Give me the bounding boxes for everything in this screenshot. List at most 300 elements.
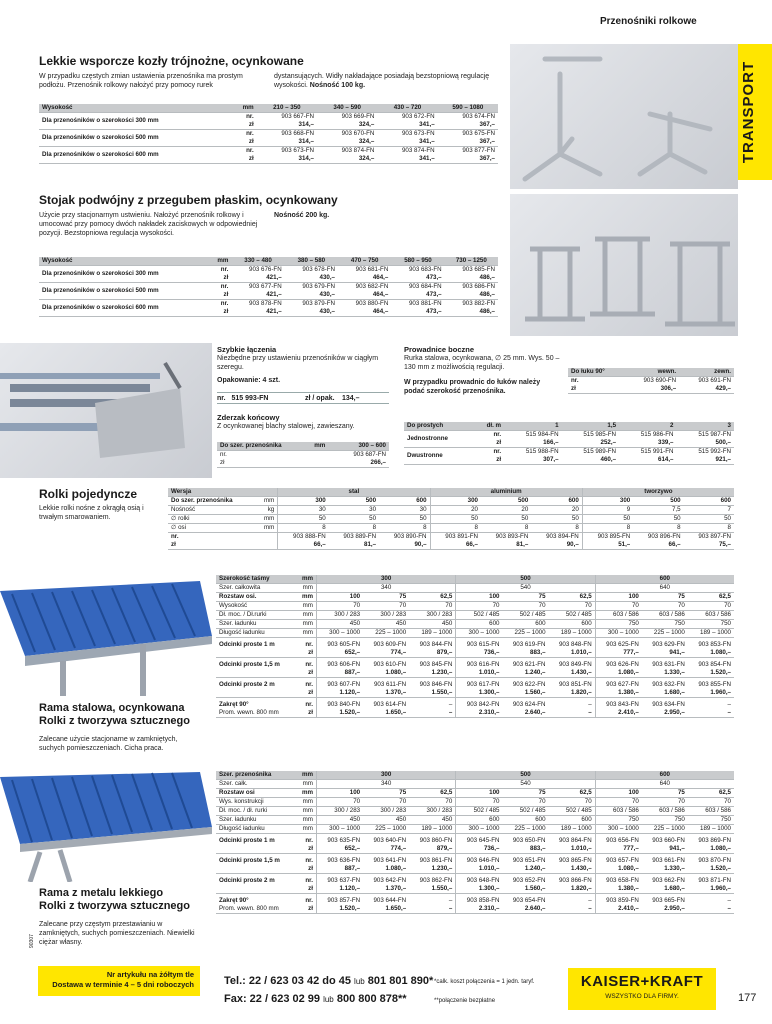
price: 1.430,– [549,865,596,874]
price: 1.080,– [595,865,642,874]
value: 603 / 586 [595,611,642,620]
row-label: Dla przenośników o szerokości 500 mm [39,283,208,300]
table-row [168,541,734,550]
value: 100 [456,789,503,798]
table-row [216,845,734,854]
group-header: 500 [456,575,595,584]
price: 341,– [377,138,437,147]
article-number: 903 893-FN [495,533,529,540]
footer-fax-note: **połączenie bezpłatne [434,998,496,1004]
price: 1.960,– [688,885,734,894]
article-number: – [448,701,453,708]
header-cell: 1,5 [562,422,619,431]
value: 70 [316,798,363,807]
s1-desc-left: W przypadku częstych zmian ustawienia przenośnika ma prostym podłożu. Przenośnik rolkowy nałożyć przy pomocy rurek [39,73,243,89]
row-label: Długość ładunku [216,629,296,638]
value: 300 – 1000 [456,629,503,638]
price: 1.080,– [363,865,409,874]
value: 70 [549,602,596,611]
article-number: – [727,701,731,708]
row-label: Odcinki proste 2 m [219,877,275,884]
article-number: 903 656-FN [595,834,642,846]
nr-label: nr. [220,283,229,290]
article-number: – [727,897,731,904]
article-number: 903 670-FN [341,130,375,137]
value: 189 – 1000 [549,825,596,834]
szybkie-title: Szybkie łączenia [217,345,277,354]
article-number: 903 865-FN [558,857,592,864]
price: 367,– [438,138,498,147]
price: – [549,709,596,718]
value: 70 [409,798,456,807]
price: 1.650,– [363,905,409,914]
value: 600 [684,497,734,506]
nr-label: nr. [305,701,313,708]
table-row [216,798,734,807]
zl-label: zł [296,649,317,658]
row-label: Dla przenośników o szerokości 300 mm [39,266,208,283]
article-number: 903 614-FN [373,701,407,708]
table-row [39,147,498,156]
row-label: Rozstaw osi. [216,593,296,602]
row-label: Dla przenośników o szerokości 600 mm [39,147,230,164]
price: 51,– [582,541,633,550]
footer-fax-a: Fax: 22 / 623 02 99 [224,993,321,1005]
article-number: 903 844-FN [419,641,453,648]
value: 50 [582,515,633,524]
unit: mm [256,515,278,524]
article-number: 903 678-FN [302,266,335,273]
price: 421,– [231,291,284,300]
row-label: Odcinki proste 1,5 m [219,661,280,668]
article-number: – [588,897,592,904]
article-number: 515 984-FN [525,431,559,438]
value: 300 – 1000 [595,825,642,834]
value: 750 [642,816,688,825]
article-number: 903 848-FN [558,641,592,648]
table-row [216,689,734,698]
article-number: 903 894-FN [546,533,579,540]
prowadnice-note: W przypadku prowadnic do łuków należy podać szerokość przenośnika. [404,379,541,395]
header-cell: Wersja [168,488,278,497]
price: 2.310,– [456,905,503,914]
article-number: 903 665-FN [652,897,685,904]
article-number: 903 648-FN [456,874,503,886]
price: 1.560,– [502,689,548,698]
header-cell: zewn. [679,368,734,377]
price: 90,– [531,541,582,550]
row-label: Szer. ładunku [216,816,296,825]
price: 879,– [409,845,456,854]
price: 1.520,– [688,865,734,874]
table-row [216,905,734,914]
s2-table [39,257,498,317]
article-number: 903 853-FN [698,641,731,648]
szybkie-nr-label: nr. [217,395,226,402]
zderzak-title: Zderzak końcowy [217,413,280,422]
price: 1.550,– [409,885,456,894]
article-number: 903 845-FN [419,661,453,668]
value: 70 [642,602,688,611]
value: 50 [430,515,481,524]
table-row [404,431,734,440]
group-header: 300 [316,575,455,584]
article-number: 903 840-FN [316,698,363,710]
row-label: Nośność [168,506,256,515]
table-row [216,620,734,629]
unit: mm [256,524,278,533]
price: 1.230,– [409,865,456,874]
price: 486,– [445,274,498,283]
unit: mm [296,584,317,593]
price: 324,– [317,121,377,130]
price: 421,– [231,308,284,317]
article-number: 903 605-FN [316,638,363,650]
value: 502 / 485 [456,611,503,620]
article-number: 903 855-FN [698,681,731,688]
price: 1.650,– [363,709,409,718]
value: 75 [363,593,409,602]
zl-label: zł [474,456,504,465]
value: 300 / 283 [409,611,456,620]
value: 600 [531,497,582,506]
value: 8 [278,524,329,533]
value: 70 [549,798,596,807]
unit: mm [296,771,317,780]
value: 540 [456,780,595,789]
side-code: 90307 [29,934,35,948]
header-cell: mm [208,257,231,266]
value: 300 / 283 [409,807,456,816]
price: – [409,709,456,718]
article-number: 903 888-FN [278,533,329,542]
price: 473,– [391,291,444,300]
price: 883,– [502,845,548,854]
price: 941,– [642,845,688,854]
price: 736,– [456,845,503,854]
value: 50 [278,515,329,524]
group-header: 600 [595,575,734,584]
price: 1.520,– [688,669,734,678]
connector-photo [0,343,212,478]
zl-label: zł [296,885,317,894]
article-number: 903 609-FN [373,641,407,648]
article-number: 903 690-FN [643,377,677,384]
article-number: 903 615-FN [456,638,503,650]
prowadnice-table [404,422,734,465]
article-number: 903 667-FN [281,113,314,120]
value: 62,5 [688,593,734,602]
table-row [216,825,734,834]
article-number: 903 629-FN [652,641,685,648]
table-header-row [568,368,734,377]
s1-desc-right [274,72,494,90]
s1-title: Lekkie wsporcze kozły trójnożne, ocynkowane [39,54,304,68]
nr-label: nr. [246,130,254,137]
value: 340 [316,780,455,789]
price: 1.960,– [688,689,734,698]
price: 66,– [430,541,481,550]
table-row [216,894,734,906]
value: 189 – 1000 [688,629,734,638]
value: 603 / 586 [642,611,688,620]
price: 81,– [329,541,379,550]
szybkie-desc: Niezbędne przy ustawieniu przenośników w ciągłym szeregu. [217,355,379,371]
footer-fax-b: 800 800 878** [336,993,407,1005]
row-label: Dla przenośników o szerokości 300 mm [39,113,230,130]
nr-label: nr. [220,300,229,307]
value: 8 [329,524,379,533]
value: 502 / 485 [502,611,548,620]
price: 2.950,– [642,905,688,914]
nr-label: nr. [305,837,313,844]
article-number: 903 669-FN [341,113,375,120]
value: 300 [278,497,329,506]
article-number: 903 891-FN [430,533,481,542]
value: 70 [595,798,642,807]
article-number: – [448,897,453,904]
article-number: 903 679-FN [302,283,335,290]
value: 600 [379,497,430,506]
nr-label: nr. [305,661,313,668]
price: 1.010,– [456,669,503,678]
header-cell: Szer. przenośnika [216,771,296,780]
price: 81,– [481,541,531,550]
price: 736,– [456,649,503,658]
value: 750 [595,620,642,629]
article-number: 903 661-FN [652,857,685,864]
zderzak-zl-label: zł [217,459,311,468]
value: 300 / 283 [363,807,409,816]
row-label: Zakręt 90° [219,701,249,708]
price: 324,– [317,155,377,164]
article-number: 903 861-FN [419,857,453,864]
value: 7,5 [633,506,683,515]
table-row [216,874,734,886]
header-cell: Szerokość taśmy [216,575,296,584]
nr-label: nr. [305,877,313,884]
group-header: 600 [595,771,734,780]
value: 502 / 485 [549,611,596,620]
article-number: 903 890-FN [393,533,427,540]
value: 603 / 586 [595,807,642,816]
row-sublabel [216,845,296,854]
price: 1.820,– [549,689,596,698]
price: 921,– [676,456,734,465]
value: 750 [595,816,642,825]
table-row [216,780,734,789]
zl-label: zł [208,308,231,317]
value: 450 [316,816,363,825]
article-number: 903 610-FN [373,661,407,668]
article-number: 903 685-FN [462,266,495,273]
price: 777,– [595,845,642,854]
row-label: ∅ osi [168,524,256,533]
nr-label: nr. [171,533,179,540]
unit: mm [256,497,278,506]
footer-tel-a: Tel.: 22 / 623 03 42 do 45 [224,975,351,987]
zl-label: zł [230,138,257,147]
header-cell: Wysokość [39,257,208,266]
price: 1.560,– [502,885,548,894]
rama2-title2: Rolki z tworzywa sztucznego [39,900,190,912]
value: 70 [688,798,734,807]
transport-tab [738,44,772,180]
price: 1.300,– [456,689,503,698]
zderzak-desc: Z ocynkowanej blachy stalowej, zawieszany. [217,423,355,430]
price: 1.430,– [549,669,596,678]
zderzak-head-val: 300 – 600 [335,442,389,451]
article-number: 903 607-FN [316,678,363,690]
header-cell: wewn. [624,368,679,377]
price: 324,– [317,138,377,147]
price: 314,– [257,138,317,147]
tripod-photo [510,44,738,189]
zl-label: zł [296,669,317,678]
article-number: 903 877-FN [462,147,495,154]
zl-label: zł [296,689,317,698]
value: 62,5 [549,593,596,602]
value: 603 / 586 [688,611,734,620]
value: 70 [502,798,548,807]
article-number: 903 889-FN [343,533,377,540]
row-label: Odcinki proste 1,5 m [219,857,280,864]
rama2-title [39,887,190,913]
value: 50 [684,515,734,524]
price: 2.410,– [595,709,642,718]
value: 750 [642,620,688,629]
footer-yellow-box [38,966,200,996]
price: 1.120,– [316,689,363,698]
value: 189 – 1000 [409,629,456,638]
table-row [216,602,734,611]
price: 314,– [257,155,317,164]
table-header-row [39,104,498,113]
unit: mm [296,798,317,807]
price: 777,– [595,649,642,658]
value: 189 – 1000 [688,825,734,834]
nr-label: nr. [220,266,229,273]
value: 100 [316,789,363,798]
zl-label: zł [296,905,317,914]
value: 75 [642,593,688,602]
article-number: 515 991-FN [640,448,674,455]
article-number: 903 673-FN [281,147,314,154]
header-cell: Do prostych [404,422,474,431]
value: 502 / 485 [549,807,596,816]
article-number: 903 646-FN [456,854,503,866]
article-number: 903 682-FN [355,283,389,290]
table-row [39,300,498,309]
value: 450 [409,620,456,629]
article-number: 903 897-FN [698,533,731,540]
rama2-desc: Zalecane przy częstym przestawianiu w zamkniętych, suchych pomieszczeniach. Niewielki ciężar własny. [39,921,195,946]
header-cell: 590 – 1080 [438,104,498,113]
nr-label: nr. [305,641,313,648]
price: 1.120,– [316,885,363,894]
row-sublabel: Prom. wewn. 800 mm [216,905,296,914]
value: 8 [582,524,633,533]
price: 1.240,– [502,865,548,874]
row-label: Dł. moc. / Dł.rurki [216,611,296,620]
price: 652,– [316,649,363,658]
header-cell: 470 – 750 [338,257,391,266]
table-row [39,266,498,275]
header-cell: 210 – 350 [257,104,317,113]
article-number: 903 676-FN [249,266,282,273]
price: 1.380,– [595,689,642,698]
rama2-title1: Rama z metalu lekkiego [39,887,164,899]
szybkie-price: 134,– [342,395,360,402]
header-cell: 2 [619,422,676,431]
value: 70 [688,602,734,611]
row-label: Szer. całkowita [216,584,296,593]
header-cell: 430 – 720 [377,104,437,113]
article-number: 903 652-FN [512,877,546,884]
price: 166,– [504,439,561,448]
unit: mm [296,575,317,584]
article-number: 903 860-FN [419,837,453,844]
row-label: Odcinki proste 1 m [219,837,275,844]
price: 887,– [316,669,363,678]
value: 600 [502,816,548,825]
table-row [168,524,734,533]
header-cell: Wysokość [39,104,230,113]
footer-tel-b: 801 801 890* [367,975,434,987]
nr-label: nr. [246,113,254,120]
article-number: 903 645-FN [456,834,503,846]
value: 500 [481,497,531,506]
price: 429,– [679,385,734,394]
price: 486,– [445,291,498,300]
article-number: 903 673-FN [401,130,435,137]
value: 7 [684,506,734,515]
value: 600 [549,816,596,825]
article-number: 903 632-FN [652,681,685,688]
value: 340 [316,584,455,593]
table-header-row [168,488,734,497]
price: 1.080,– [363,669,409,678]
value: 8 [633,524,683,533]
value: 540 [456,584,595,593]
zderzak-head-label: Do szer. przenośnika [217,442,311,451]
price: 75,– [684,541,734,550]
value: 100 [595,789,642,798]
table-row [216,854,734,866]
article-number: 903 657-FN [595,854,642,866]
rama1-table [216,575,734,718]
article-number: 903 650-FN [512,837,546,844]
s2-capacity: Nośność 200 kg. [274,212,330,219]
price: 941,– [642,649,688,658]
row-label: Długość ładunku [216,825,296,834]
szybkie-order-row [217,392,389,404]
article-number: 903 691-FN [698,377,731,384]
value: 640 [595,780,734,789]
table-row [216,885,734,894]
footer-fax-lub: lub [323,995,334,1004]
zl-label: zł [296,865,317,874]
article-number: 515 986-FN [640,431,674,438]
zl-label: zł [474,439,504,448]
value: 75 [502,789,548,798]
header-cell: 1 [504,422,561,431]
value: 600 [549,620,596,629]
value: 50 [531,515,582,524]
unit: kg [256,506,278,515]
row-label: Jednostronne [404,431,474,448]
s1-table [39,104,498,164]
